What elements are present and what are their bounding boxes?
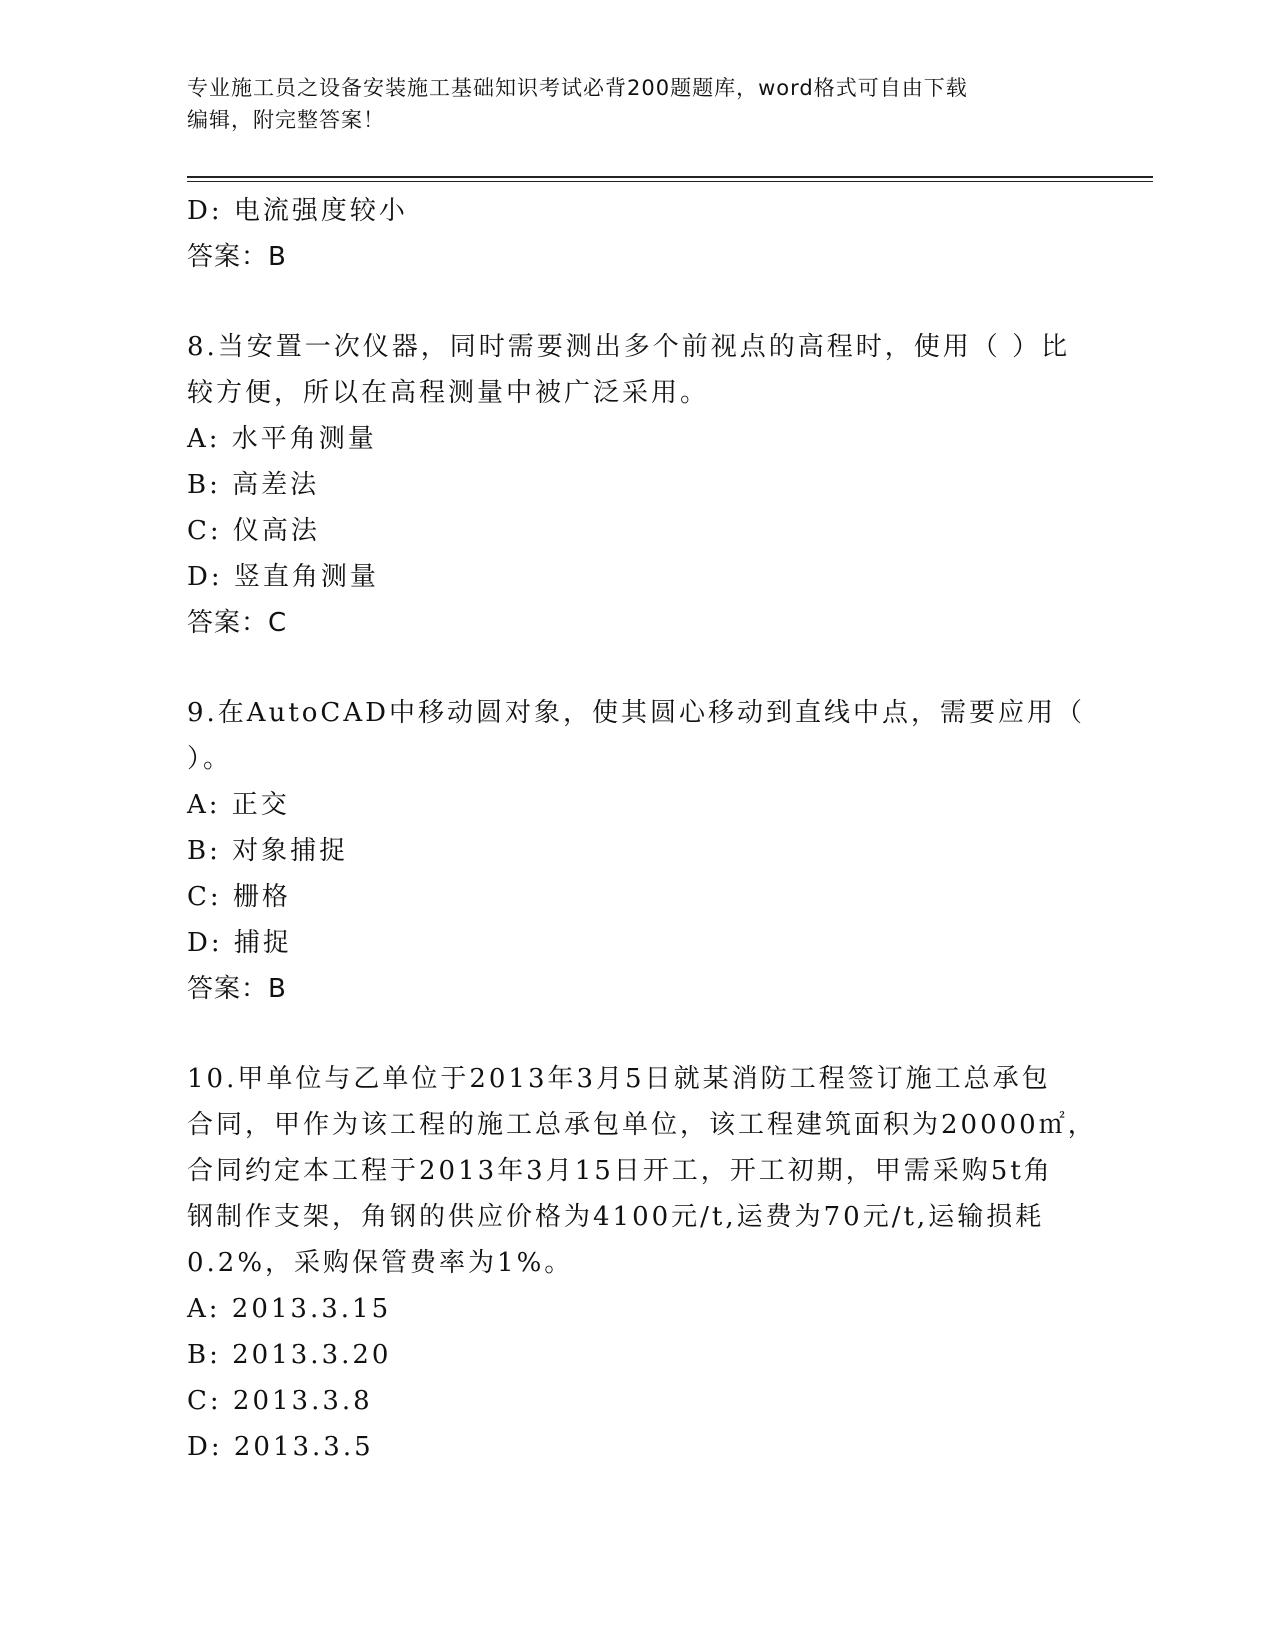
option-d: D: 电流强度较小 <box>187 196 408 226</box>
option-c: C: 2013.3.8 <box>187 1386 373 1416</box>
spacer <box>187 646 1067 690</box>
option-d: D: 2013.3.5 <box>187 1432 374 1462</box>
question-9 <box>187 690 1085 1012</box>
option-a: A: 正交 <box>187 790 290 820</box>
option-b: B: 2013.3.20 <box>187 1340 392 1370</box>
option-b: B: 高差法 <box>187 470 320 500</box>
option-c: C: 仪高法 <box>187 516 320 546</box>
previous-question-tail <box>187 188 1067 280</box>
question-stem: 9.在AutoCAD中移动圆对象，使其圆心移动到直线中点，需要应用（ <box>187 698 1085 728</box>
option-a: A: 水平角测量 <box>187 424 377 454</box>
option-d: D: 捕捉 <box>187 928 292 958</box>
header-divider-thin <box>187 181 1153 182</box>
option-a: A: 2013.3.15 <box>187 1294 392 1324</box>
question-8 <box>187 324 1071 646</box>
question-stem: 较方便，所以在高程测量中被广泛采用。 <box>187 378 710 408</box>
question-content <box>187 188 1097 1470</box>
option-c: C: 栅格 <box>187 882 291 912</box>
answer-label: 答案：B <box>187 974 287 1004</box>
header-title-line-2: 编辑，附完整答案！ <box>187 108 385 132</box>
question-stem: 8.当安置一次仪器，同时需要测出多个前视点的高程时，使用（ ）比 <box>187 332 1071 362</box>
spacer <box>187 1012 1067 1056</box>
question-stem: 合同，甲作为该工程的施工总承包单位，该工程建筑面积为20000㎡， <box>187 1110 1097 1140</box>
header-title-line-1: 专业施工员之设备安装施工基础知识考试必背200题题库，word格式可自由下载 <box>187 76 968 100</box>
option-d: D: 竖直角测量 <box>187 562 379 592</box>
answer-label: 答案：C <box>187 608 288 638</box>
question-stem: 钢制作支架，角钢的供应价格为4100元/t,运费为70元/t,运输损耗 <box>187 1202 1045 1232</box>
answer-label: 答案：B <box>187 242 287 272</box>
option-b: B: 对象捕捉 <box>187 836 349 866</box>
document-header <box>187 72 1067 136</box>
question-stem: ）。 <box>187 744 233 774</box>
header-divider-thick <box>187 176 1153 178</box>
question-stem: 10.甲单位与乙单位于2013年3月5日就某消防工程签订施工总承包 <box>187 1064 1051 1094</box>
spacer <box>187 280 1067 324</box>
question-10 <box>187 1056 1097 1470</box>
question-stem: 0.2%，采购保管费率为1%。 <box>187 1248 574 1278</box>
question-stem: 合同约定本工程于2013年3月15日开工，开工初期，甲需采购5t角 <box>187 1156 1053 1186</box>
